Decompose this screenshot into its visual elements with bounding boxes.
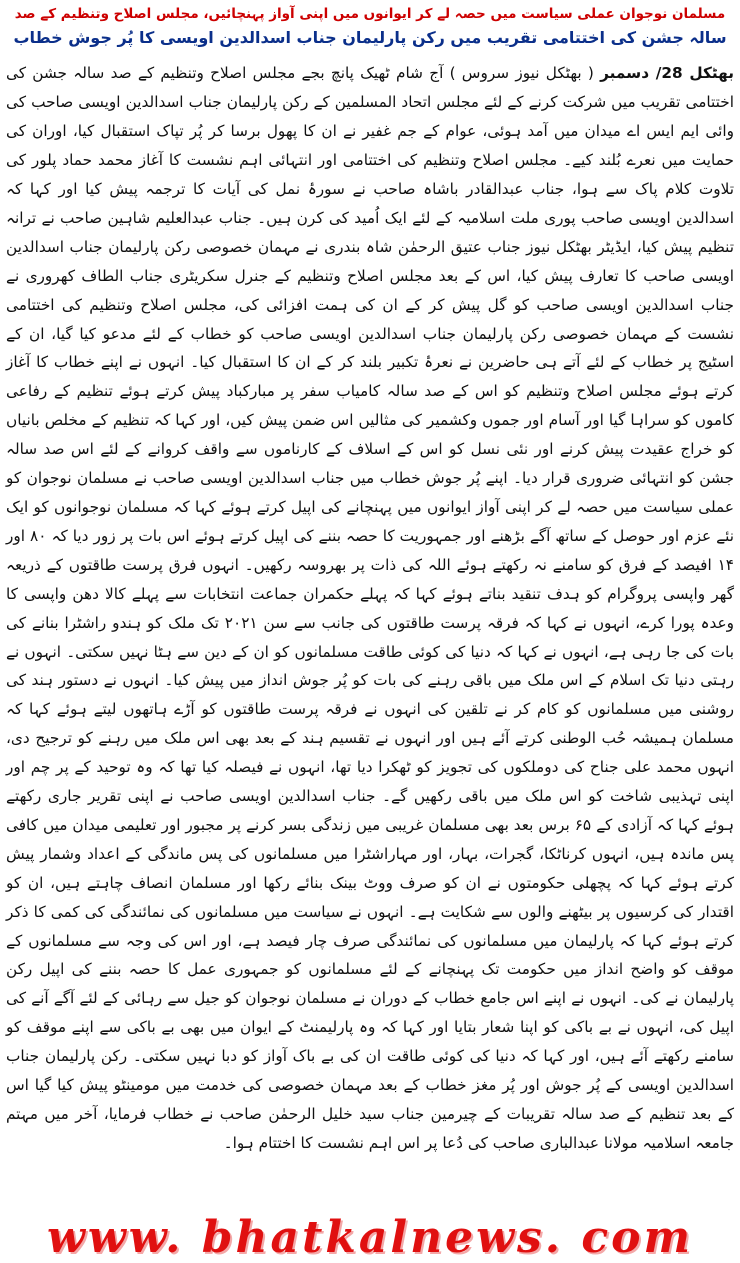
dateline: بھٹکل 28/ دسمبر (600, 64, 734, 83)
article-body (6, 59, 734, 1157)
website-footer: www. bhatkalnews. com (46, 1212, 694, 1263)
headline-line-1: مسلمان نوجوان عملی سیاست میں حصہ لے کر ایوانوں میں اپنی آواز پہنچائیں، مجلس اصلاح وتنظیم کے صد (14, 6, 726, 22)
article-text: ( بھٹکل نیوز سروس ) آج شام ٹھیک پانچ بجے مجلس اصلاح وتنظیم کے صد سالہ جشن کی اختتامی تقریب میں شرکت کرنے کے لئے مجلس اتحاد المسلمین کے رکن پارلیمان جناب اسدالدین اویسی صاحب کی وائی ایم ایس اے میدان میں آمد ہوئی، عوام کے جم غفیر نے ان کا پھول برسا کر پُر تپاک استقبال کیا، اوران کی حمایت میں نعرے بُلند کیے۔ مجلس اصلاح وتنظیم کی اختتامی اور انتہائی اہم نشست کا آغاز محمد حماد پلور کی تلاوت کلام پاک سے ہوا، جناب عبدالقادر باشاہ صاحب نے سورۂ نمل کی آیات کا ترجمہ پیش کیا اور کہا کہ اسدالدین اویسی صاحب پوری ملت اسلامیہ کے لئے ایک اُمید کی کرن ہیں۔ جناب عبدالعلیم شاہین صاحب نے ترانہ تنظیم پیش کیا، ایڈیٹر بھٹکل نیوز جناب عتیق الرحمٰن شاہ بندری نے مہمان خصوصی رکن پارلیمان جناب اسدالدین اویسی صاحب کا تعارف پیش کیا، اس کے بعد مجلس اصلاح وتنظیم کے جنرل سکریٹری جناب الطاف کھروری نے جناب اسدالدین اویسی صاحب کو گل پیش کر کے ان کی ہمت افزائی کی، مجلس اصلاح وتنظیم کی اختتامی نشست کے مہمان خصوصی رکن پارلیمان جناب اسدالدین اویسی صاحب کو خطاب کے لئے مدعو کیا گیا، ان کے اسٹیج پر خطاب کے لئے آتے ہی حاضرین نے نعرۂ تکبیر بلند کر کے ان کا استقبال کیا۔ انہوں نے اپنے خطاب کا آغاز کرتے ہوئے مجلس اصلاح وتنظیم کو اس کے صد سالہ کامیاب سفر پر مبارکباد پیش کرتے ہوئے تنظیم کے رفاعی کاموں کو سراہا گیا اور آسام اور جموں وکشمیر کی مثالیں اس ضمن پیش کیں، اور کہا کہ تنظیم کے مخلص بانیاں کو خراج عقیدت پیش کرنے اور نئی نسل کو اس کے اسلاف کے کارناموں سے واقف کروانے کے لئے اس صد سالہ جشن کو انتہائی ضروری قرار دیا۔ اپنے پُر جوش خطاب میں جناب اسدالدین اویسی صاحب نے مسلمان نوجوان کو عملی سیاست میں حصہ لے کر اپنی آواز ایوانوں میں پہنچانے کی اپیل کرتے ہوئے کہا کہ مسلمان نوجوانوں کو ایک نئے عزم اور حوصل کے ساتھ آگے بڑھنے اور جمہوریت کا حصہ بننے کی اپیل کرتے ہوئے اس بات پر زور دیا کہ ۸۰ اور ۱۴ افیصد کے فرق کو سامنے نہ رکھتے ہوئے اللہ کی ذات پر بھروسہ رکھیں۔ انہوں فرق پرست طاقتوں کے ذریعہ گھر واپسی پروگرام کو ہدف تنقید بناتے ہوئے کہا کہ پہلے حکمران جماعت انتخابات سے پہلے کالا دھن واپسی کا وعدہ پورا کرے، انہوں نے کہا کہ فرقہ پرست طاقتوں کی جانب سے سن ۲۰۲۱ تک ملک کو ہندو راشٹرا بنانے کی بات کی جا رہی ہے، انہوں نے کہا کہ دنیا کی کوئی طاقت مسلمانوں کو ان کے دین سے ہٹا نہیں سکتی۔ انہوں نے رہتی دنیا تک اسلام کے اس ملک میں باقی رہنے کی بات کو پُر جوش انداز میں پیش کیا۔ انہوں نے دستور ہند کی روشنی میں مسلمانوں کو کام کر نے تلقین کی انہوں نے فرقہ پرست طاقتوں کو آڑے ہاتھوں لیتے ہوئے کہا کہ مسلمان ہمیشہ حُب الوطنی کرتے آئے ہیں اور انہوں نے تقسیم ہند کے بعد بھی اس ملک میں رہنے کو ترجیح دی، انہوں محمد علی جناح کی دوملکوں کی تجویز کو ٹھکرا دیا تھا، انہوں نے فیصلہ کیا تھا کہ وہ توحید کے پر چم اور اپنی تہذیبی شاخت کو اس ملک میں باقی رکھیں گے۔ جناب اسدالدین اویسی صاحب نے اپنی تقریر جاری رکھتے ہوئے کہا کہ آزادی کے ۶۵ برس بعد بھی مسلمان غریبی میں زندگی بسر کرنے پر مجبور اور تعلیمی میدان میں کافی پس ماندہ ہیں، انہوں کرناٹکا، گجرات، بہار، اور مہاراشٹرا میں مسلمانوں کی پس ماندگی کے اعداد وشمار پیش کرتے ہوئے کہا کہ پچھلی حکومتوں نے ان کو صرف ووٹ بینک بنائے رکھا اور مسلمان انصاف چاہتے ہیں، ان کو اقتدار کی کرسیوں پر بیٹھنے والوں سے شکایت ہے۔ انہوں نے سیاست میں مسلمانوں کی نمائندگی کی کمی کا ذکر کرتے ہوئے کہا کہ پارلیمان میں مسلمانوں کی نمائندگی صرف چار فیصد ہے، اور اس کی وجہ سے مسلمانوں کے موقف کو واضح انداز میں حکومت تک پہنچانے کے لئے مسلمانوں کو جمہوری عمل کا حصہ بننے کی اپیل رکن پارلیمان نے کی۔ انہوں نے اپنے اس جامع خطاب کے دوران نے مسلمان نوجوان کو جیل سے رہائی کے لئے آگے آنے کی اپیل کی، انہوں نے بے باکی کو اپنا شعار بتایا اور کہا کہ وہ پارلیمنٹ کے ایوان میں بھی بے باکی سے اپنے موقف کو سامنے رکھتے آئے ہیں، اور کہا کہ دنیا کی کوئی طاقت ان کی بے باک آواز کو دبا نہیں سکتی۔ رکن پارلیمان جناب اسدالدین اویسی کے پُر جوش اور پُر مغز خطاب کے بعد مہمان خصوصی کی خدمت میں مومینٹو پیش کیا گیا اس کے بعد تنظیم کے صد سالہ تقریبات کے چیرمین جناب سید خلیل الرحمٰن صاحب نے خطاب فرمایا، آخر میں مہتم جامعہ اسلامیہ مولانا عبدالباری صاحب کی دُعا پر اس اہم نشست کا اختتام ہوا۔ (6, 64, 735, 1152)
headline-line-2: سالہ جشن کی اختتامی تقریب میں رکن پارلیمان جناب اسدالدین اویسی کا پُر جوش خطاب (13, 28, 727, 48)
